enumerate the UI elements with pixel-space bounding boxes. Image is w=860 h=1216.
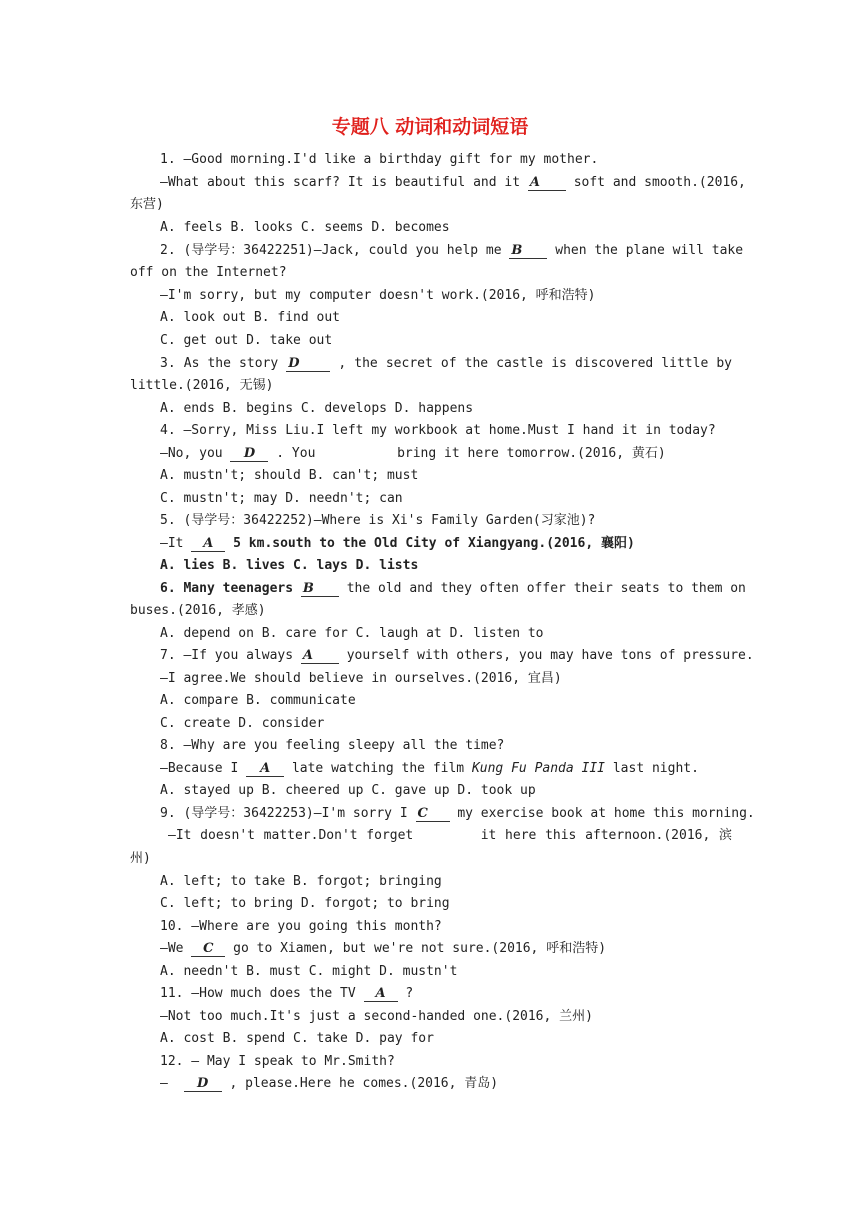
q2-response: —I'm sorry, but my computer doesn't work.(2016, 呼和浩特): [160, 288, 596, 303]
q11-prompt-line: [160, 983, 732, 1005]
q12-text-after: , please.Here he comes.(2016, 青岛): [229, 1076, 499, 1091]
q10-prompt: 10. —Where are you going this month?: [160, 919, 442, 934]
q2-options-1: A. look out B. find out: [160, 310, 341, 325]
q5-text-before: —It: [160, 536, 184, 551]
q12-response-line: [160, 1073, 732, 1095]
q9-options-2: C. left; to bring D. forgot; to bring: [160, 896, 450, 911]
q5-response-line: [160, 533, 732, 555]
q4-text-after: bring it here tomorrow.(2016, 黄石): [397, 446, 666, 461]
q9-text-before: 9. (导学号：36422253)—I'm sorry I: [160, 806, 408, 821]
q6-prompt-cont: buses.(2016, 孝感): [130, 603, 266, 618]
q7-answer-blank: A: [301, 648, 339, 664]
q12-answer-blank: D: [184, 1076, 222, 1092]
q7-options-1: A. compare B. communicate: [160, 693, 356, 708]
q8-text-before: —Because I: [160, 761, 239, 776]
q3-text-after: , the secret of the castle is discovered little by: [338, 356, 733, 371]
q4-answer-blank: D: [230, 446, 268, 462]
q3-prompt-line: [160, 353, 732, 375]
q11-text-after: ?: [405, 986, 414, 1001]
q8-answer-blank: A: [246, 761, 284, 777]
q11-text-before: 11. —How much does the TV: [160, 986, 356, 1001]
q4-prompt: 4. —Sorry, Miss Liu.I left my workbook at home.Must I hand it in today?: [160, 423, 716, 438]
q2-options-2: C. get out D. take out: [160, 333, 333, 348]
q9-response-before: —It doesn't matter.Don't forget: [168, 828, 414, 843]
q8-prompt: 8. —Why are you feeling sleepy all the time?: [160, 738, 505, 753]
q5-options: A. lies B. lives C. lays D. lists: [160, 558, 419, 573]
q1-response-line: [160, 172, 746, 194]
q6-prompt-line: [160, 578, 746, 600]
q4-response-line: [160, 443, 732, 465]
q1-text-after: soft and smooth.(2016,: [573, 175, 746, 190]
q8-response-line: [160, 758, 732, 780]
q10-answer-blank: C: [191, 941, 225, 957]
q1-text-before: —What about this scarf? It is beautiful and it: [160, 175, 521, 190]
q10-response-line: [160, 938, 732, 960]
q3-prompt-cont: little.(2016, 无锡): [130, 378, 274, 393]
q7-prompt-line: [160, 645, 754, 667]
q2-answer-blank: B: [509, 243, 547, 259]
q5-prompt: 5. (导学号：36422252)—Where is Xi's Family Garden(习家池)?: [160, 513, 596, 528]
page-title: 专题八 动词和动词短语: [331, 116, 529, 138]
q2-prompt-line: [160, 240, 744, 262]
q12-text-before: —: [160, 1076, 168, 1091]
q2-prompt-cont: off on the Internet?: [130, 265, 287, 280]
q1-options: A. feels B. looks C. seems D. becomes: [160, 220, 450, 235]
q7-text-before: 7. —If you always: [160, 648, 294, 663]
q4-options-2: C. mustn't; may D. needn't; can: [160, 491, 403, 506]
q6-text-after: the old and they often offer their seats to them on: [346, 581, 746, 596]
q8-film-title: Kung Fu Panda III: [471, 761, 606, 776]
q7-text-after: yourself with others, you may have tons of pressure.: [346, 648, 754, 663]
q4-text-before: —No, you: [160, 446, 223, 461]
q1-answer-blank: A: [528, 175, 566, 191]
q2-text-before: 2. (导学号：36422251)—Jack, could you help me: [160, 243, 502, 258]
q9-answer-blank: C: [416, 806, 450, 822]
q6-text-before: 6. Many teenagers: [160, 581, 294, 596]
q4-options-1: A. mustn't; should B. can't; must: [160, 468, 419, 483]
q1-source: 东营): [130, 197, 164, 212]
q3-text-before: 3. As the story: [160, 356, 279, 371]
q9-response-after: it here this afternoon.(2016, 滨: [480, 828, 733, 843]
q9-options-1: A. left; to take B. forgot; bringing: [160, 874, 442, 889]
q11-response: —Not too much.It's just a second-handed one.(2016, 兰州): [160, 1009, 593, 1024]
q9-prompt-line: [160, 803, 755, 825]
q7-response: —I agree.We should believe in ourselves.(2016, 宜昌): [160, 671, 562, 686]
q11-options: A. cost B. spend C. take D. pay for: [160, 1031, 434, 1046]
q6-options: A. depend on B. care for C. laugh at D. listen to: [160, 626, 544, 641]
q10-text-before: —We: [160, 941, 184, 956]
q9-text-after: my exercise book at home this morning.: [457, 806, 755, 821]
q3-options: A. ends B. begins C. develops D. happens: [160, 401, 474, 416]
q10-options: A. needn't B. must C. might D. mustn't: [160, 964, 458, 979]
q9-source-cont: 州): [130, 851, 151, 866]
q3-answer-blank: D: [286, 356, 330, 372]
q8-text-after: last night.: [612, 761, 699, 776]
q5-text-after: 5 km.south to the Old City of Xiangyang.(2016, 襄阳): [233, 536, 635, 551]
q5-answer-blank: A: [191, 536, 225, 552]
q9-response-line: [168, 825, 732, 847]
q8-options: A. stayed up B. cheered up C. gave up D. took up: [160, 783, 536, 798]
q11-answer-blank: A: [364, 986, 398, 1002]
q4-text-mid: . You: [276, 446, 316, 461]
q7-options-2: C. create D. consider: [160, 716, 325, 731]
q12-prompt: 12. — May I speak to Mr.Smith?: [160, 1054, 395, 1069]
q1-prompt: 1. —Good morning.I'd like a birthday gift for my mother.: [160, 152, 599, 167]
q8-text-mid: late watching the film: [291, 761, 465, 776]
q6-answer-blank: B: [301, 581, 339, 597]
q10-text-after: go to Xiamen, but we're not sure.(2016, 呼和浩特): [233, 941, 607, 956]
q2-text-after: when the plane will take: [555, 243, 744, 258]
